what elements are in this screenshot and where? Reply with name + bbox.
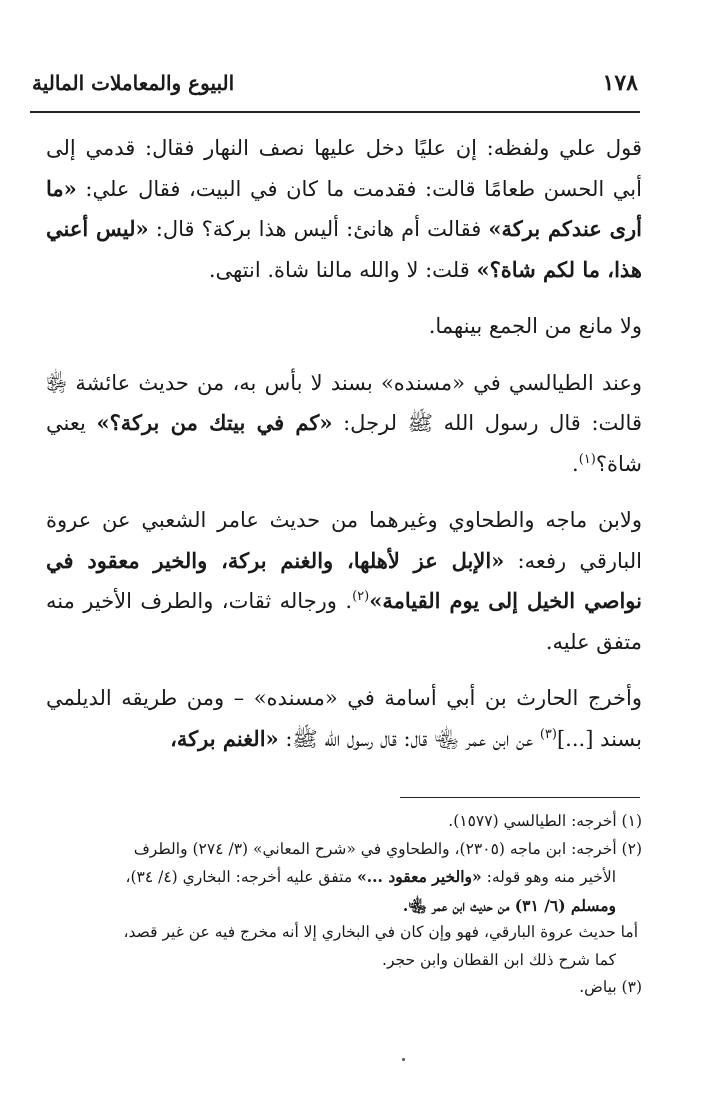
paragraph-2 (46, 306, 642, 347)
hadith-quote: «والخير معقود ...» (357, 867, 482, 886)
footnote-2-continuation: ومسلم (٦/ ٣١) من حديث ابن عمر ﵄. (402, 895, 616, 915)
footnote-divider (400, 797, 640, 798)
paragraph-1 (46, 128, 642, 290)
hadith-quote: «كم في بيتك من بركة؟» (96, 410, 333, 435)
footnote-1: (١) أخرجه: الطيالسي (١٥٧٧). (448, 812, 642, 830)
paragraph-4 (46, 500, 642, 662)
text-run: . ورجاله ثقات، والطرف الأخير منه متفق عليه. (46, 589, 642, 654)
hadith-quote: «الإبل عز لأهلها، والغنم بركة، والخير معقود في نواصي الخيل إلى يوم القيامة» (46, 547, 642, 613)
footnotes (46, 808, 642, 1002)
page-mark (402, 1058, 405, 1061)
running-title: البيوع والمعاملات المالية (32, 71, 235, 95)
page-header (30, 70, 640, 104)
text-run: عن ابن عمر ﵄ قال: قال رسول الله ﷺ: (278, 726, 540, 751)
footnote-3: (٣) بياض. (579, 978, 642, 996)
hadith-quote: «الغنم بركة، (170, 725, 279, 751)
footnote-2-note: أما حديث عروة البارقي، فهو وإن كان في البخاري إلا أنه مخرج فيه عن غير قصد، (123, 923, 638, 941)
text-run: وعند الطيالسي في «مسنده» بسند لا بأس به، من حديث عائشة ﵂ قالت: قال رسول الله ﷺ لرجل: (46, 370, 642, 435)
hadith-quote: «ما أرى عندكم بركة» (46, 175, 643, 241)
footnote-marker: (١) (578, 451, 596, 467)
footnote-2: (٢) أخرجه: ابن ماجه (٢٣٠٥)، والطحاوي في «شرح المعاني» (٣/ ٢٧٤) والطرف (133, 839, 642, 858)
footnote-marker: (٢) (352, 589, 370, 604)
text-run: قلت: لا والله مالنا شاة. انتهى. (208, 257, 477, 282)
text-run: متفق عليه أخرجه: البخاري (٤/ ٣٤)، (125, 868, 358, 886)
page-number: ١٧٨ (602, 70, 638, 96)
footnote-marker: (٣) (539, 726, 557, 742)
text-run: فقالت أم هانئ: أليس هذا بركة؟ قال: (148, 217, 489, 241)
text-run: قول علي ولفظه: إن عليًا دخل عليها نصف النهار فقال: قدمي إلى أبي الحسن طعامًا قالت: فقدمت ما كان في البيت، فقال علي: (46, 136, 642, 201)
footnote-2-note-continuation: كما شرح ذلك ابن القطان وابن حجر. (382, 950, 616, 969)
text-run: يعني شاة؟ (46, 411, 642, 476)
hadith-quote: «ليس أعني هذا، ما لكم شاة؟» (46, 216, 642, 282)
footnote-2-continuation (46, 863, 642, 892)
text-run: ولا مانع من الجمع بينهما. (428, 314, 642, 338)
text-run: ولابن ماجه والطحاوي وغيرهما من حديث عامر الشعبي عن عروة البارقي رفعه: (46, 508, 642, 573)
text-run: الأخير منه وهو قوله: (481, 868, 616, 886)
text-run: . (572, 451, 579, 476)
main-text (46, 128, 642, 759)
paragraph-5 (46, 678, 642, 759)
header-divider (30, 111, 640, 113)
paragraph-3 (46, 363, 642, 485)
text-run: وأخرج الحارث بن أبي أسامة في «مسنده» – ومن طريقه الديلمي بسند [...] (46, 686, 642, 751)
